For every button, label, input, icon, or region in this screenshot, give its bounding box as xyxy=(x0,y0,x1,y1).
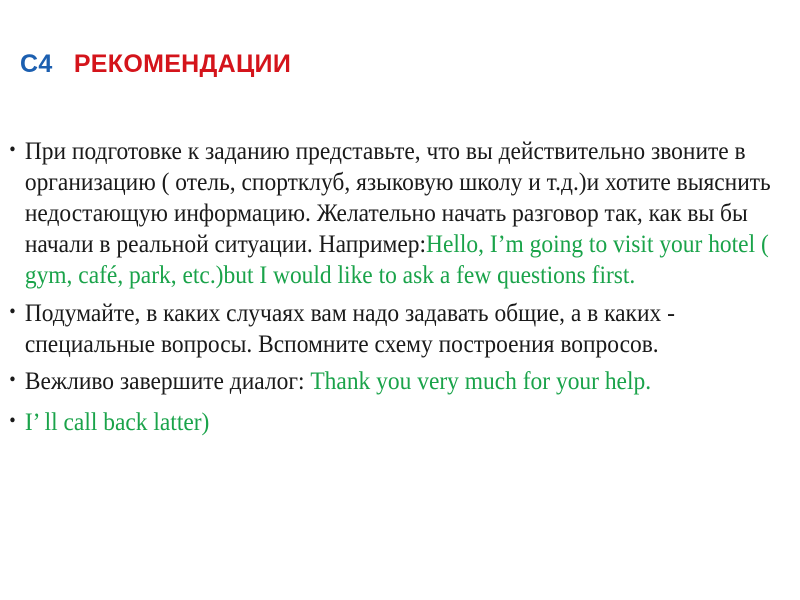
bullet-text: Вежливо завершите диалог: xyxy=(24,366,311,395)
title-text: РЕКОМЕНДАЦИИ xyxy=(73,50,292,78)
example-phrase: Thank you very much for your help. xyxy=(310,366,652,395)
example-phrase: I’ ll call back latter) xyxy=(24,407,210,436)
list-item xyxy=(0,406,788,437)
recommendations-list xyxy=(0,135,790,445)
example-phrase: Hello, I’m going to visit your hotel ( gym, café, park, etc.)but I would like to ask a few questions first. xyxy=(24,229,769,289)
task-code: C4 xyxy=(20,50,53,78)
list-item xyxy=(0,365,788,396)
bullet-text: При подготовке к заданию представьте, что вы действительно звоните в организацию ( отель, спортклуб, языковую школу и т.д.)и хотите выяснить недостающую информацию. Желательно начать разговор так, как вы бы начали в реальной ситуации. Например: xyxy=(24,136,771,258)
slide-title xyxy=(20,50,291,79)
bullet-text: Подумайте, в каких случаях вам надо задавать общие, а в каких - специальные вопросы. Вспомните схему построения вопросов. xyxy=(24,298,675,358)
list-item xyxy=(0,135,788,290)
list-item xyxy=(0,297,788,359)
